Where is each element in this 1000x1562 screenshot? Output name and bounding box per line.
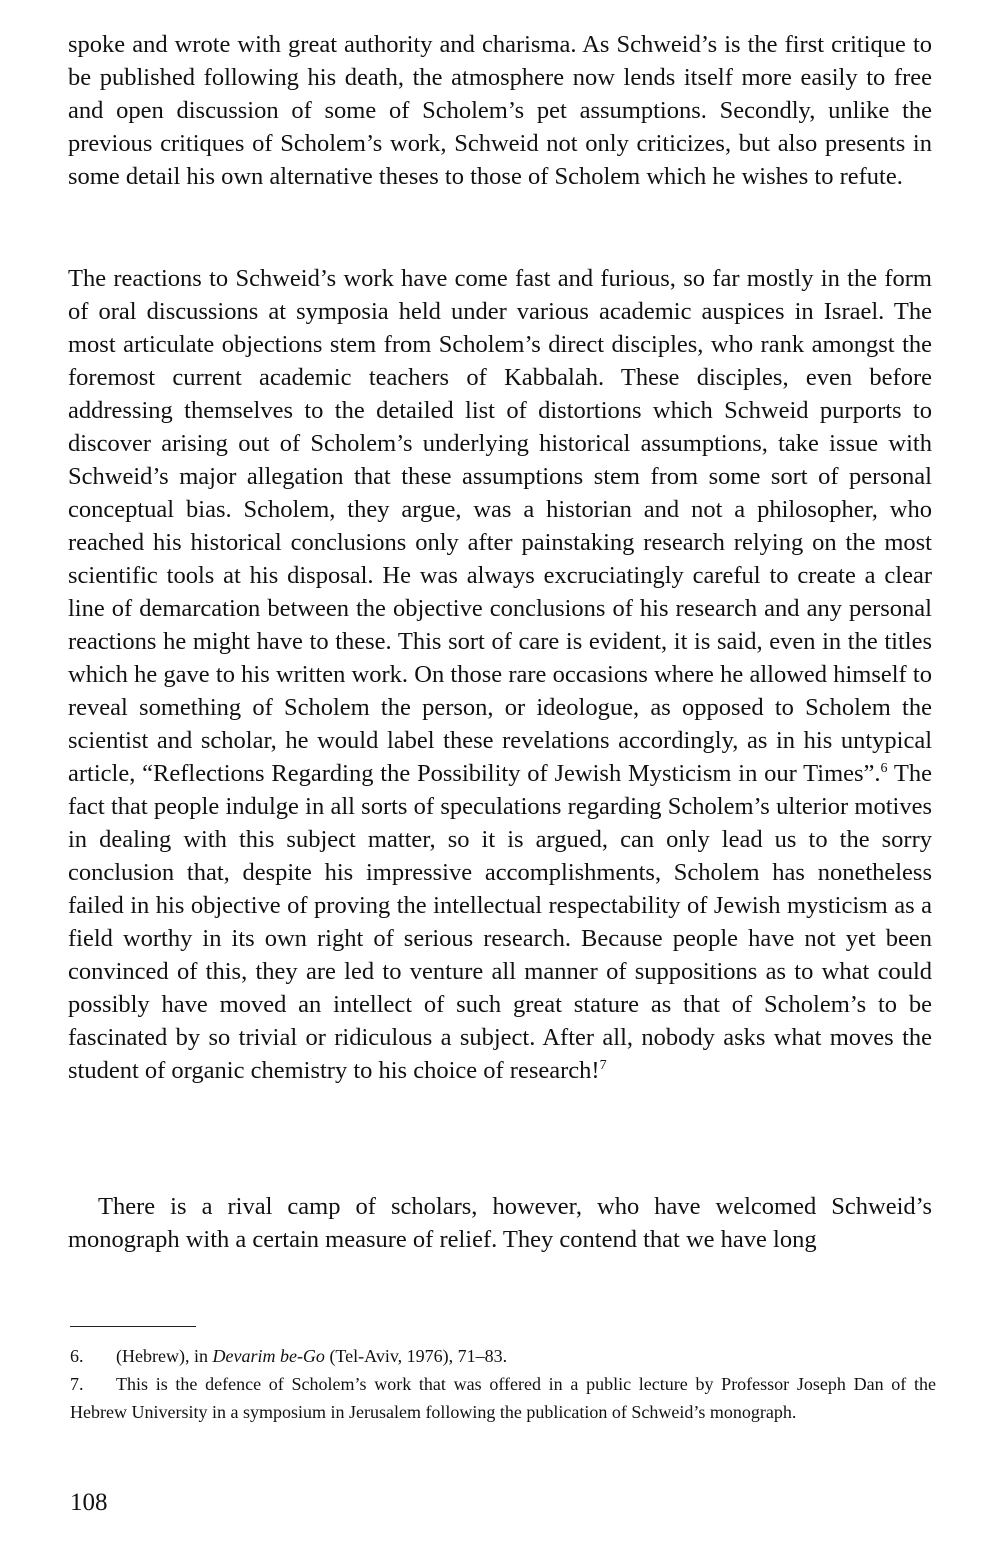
- footnote-6-text-before: (Hebrew), in: [116, 1346, 213, 1366]
- footnote-7-text: This is the defence of Scholem’s work that was offered in a public lecture by Professor Joseph Dan of the Hebrew University in a symposium in Jerusalem following the publication of Schweid’s monograph.: [70, 1374, 936, 1422]
- body-paragraph-2-part-1: The reactions to Schweid’s work have come fast and furious, so far mostly in the form of oral discussions at symposia held under various academic auspices in Israel. The most articulate objections stem from Scholem’s direct disciples, who rank amongst the foremost current academic teachers of Kabbalah. These disciples, even before addressing themselves to the detailed list of distortions which Schweid purports to discover arising out of Scholem’s underlying historical assumptions, take issue with Schweid’s major allegation that these assumptions stem from some sort of personal conceptual bias. Scholem, they argue, was a historian and not a philosopher, who reached his historical conclusions only after painstaking research relying on the most scientific tools at his disposal. He was always excruciatingly careful to create a clear line of demarcation between the objective conclusions of his research and any personal reactions he might have to these. This sort of care is evident, it is said, even in the titles which he gave to his written work. On those rare occasions where he allowed himself to reveal something of Scholem the person, or ideologue, as opposed to Scholem the scientist and scholar, he would label these revelations accordingly, as in his untypical article, “Reflections Regarding the Possibility of Jewish Mysticism in our Times”.: [68, 265, 932, 787]
- footnote-ref-7[interactable]: 7: [599, 1057, 607, 1073]
- footnote-6: [70, 1342, 936, 1370]
- body-paragraph-2: [68, 262, 932, 1087]
- footnote-7: [70, 1370, 936, 1426]
- page-number: 108: [70, 1489, 108, 1516]
- body-paragraph-2-part-2: The fact that people indulge in all sorts of speculations regarding Scholem’s ulterior motives in dealing with this subject matter, so it is argued, can only lead us to the sorry conclusion that, despite his impressive accomplishments, Scholem has nonetheless failed in his objective of proving the intellectual respectability of Jewish mysticism as a field worthy in its own right of serious research. Because people have not yet been convinced of this, they are led to venture all manner of suppositions as to what could possibly have moved an intellect of such great stature as that of Scholem’s to be fascinated by so trivial or ridiculous a subject. After all, nobody asks what moves the student of organic chemistry to his choice of research!: [68, 760, 933, 1084]
- body-paragraph-1: spoke and wrote with great authority and charisma. As Schweid’s is the first critique to be published following his death, the atmosphere now lends itself more easily to free and open discussion of some of Scholem’s pet assumptions. Secondly, unlike the previous critiques of Scholem’s work, Schweid not only criticizes, but also presents in some detail his own alternative theses to those of Scholem which he wishes to refute.: [68, 31, 932, 190]
- footnote-ref-6[interactable]: 6: [880, 760, 888, 776]
- footnote-6-text-after: (Tel-Aviv, 1976), 71–83.: [324, 1346, 508, 1366]
- footnote-7-number: 7.: [70, 1374, 84, 1394]
- footnote-6-italic-title: Devarim be-Go: [212, 1346, 325, 1366]
- footnote-divider: [70, 1326, 196, 1327]
- body-paragraph-3: There is a rival camp of scholars, however, who have welcomed Schweid’s monograph with a certain measure of relief. They contend that we have long: [68, 1193, 932, 1253]
- footnote-6-number: 6.: [70, 1346, 84, 1366]
